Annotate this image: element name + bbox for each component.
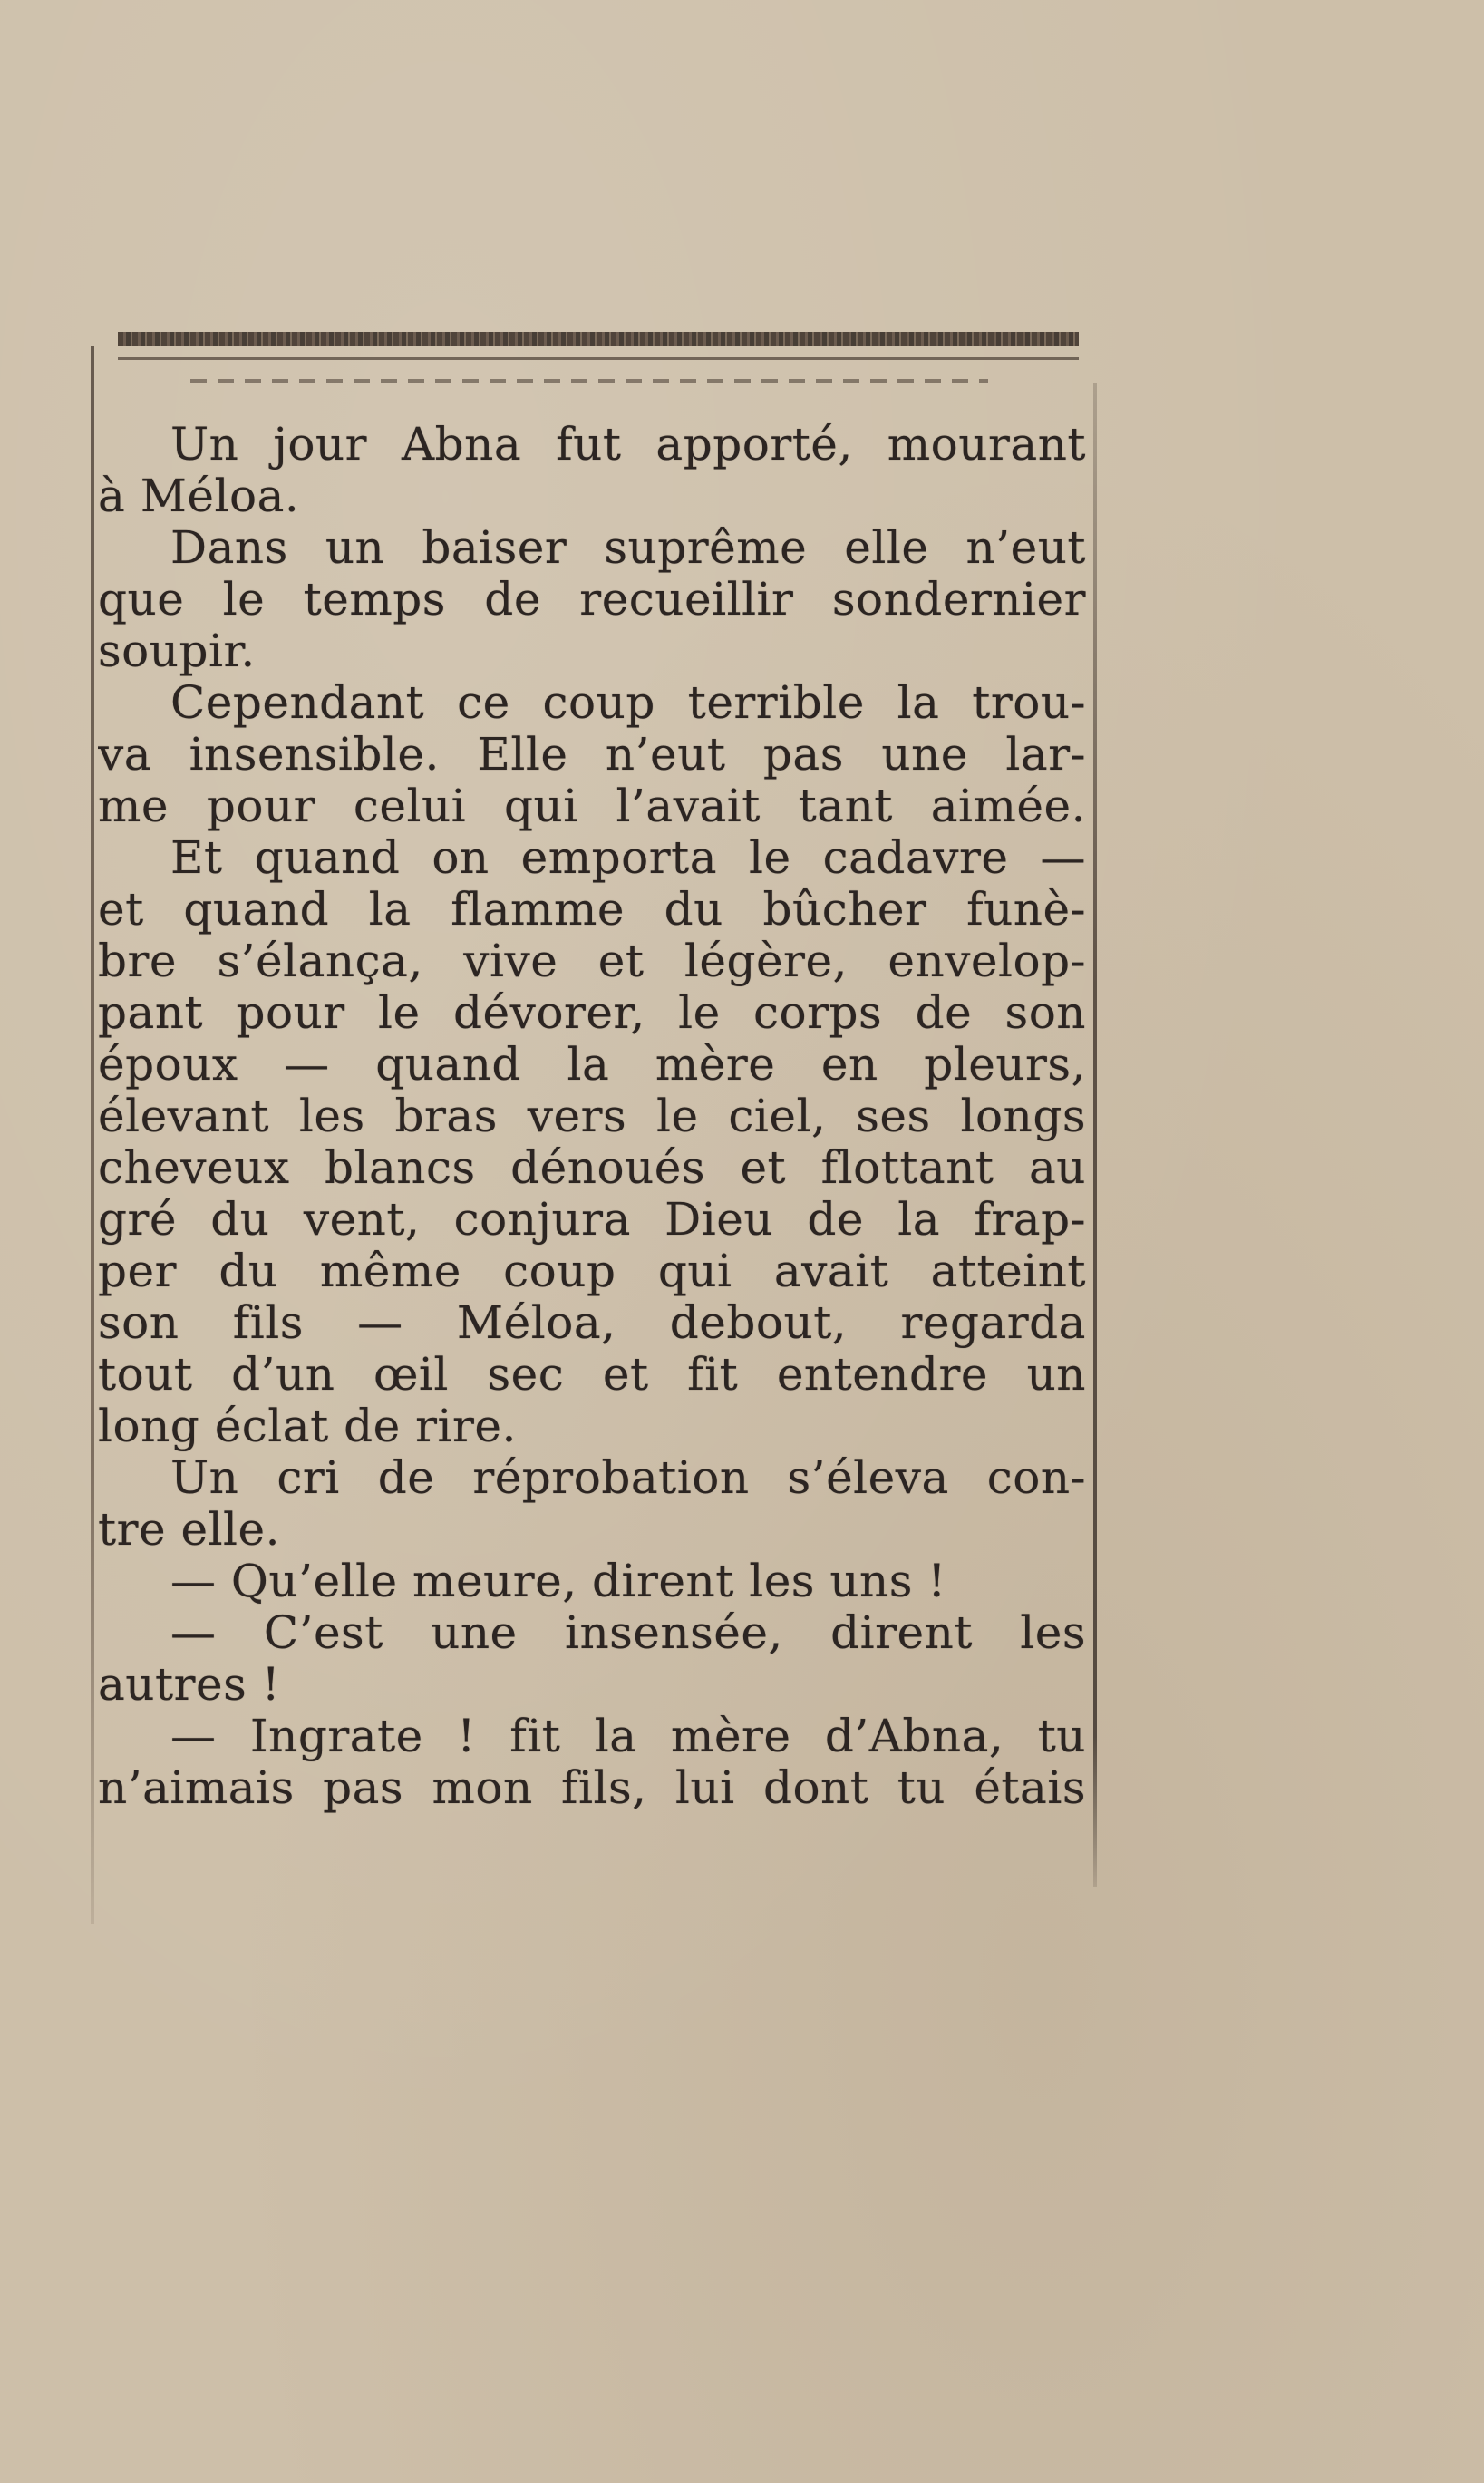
text-line: à Méloa.	[98, 470, 300, 522]
left-cut-edge	[91, 346, 94, 1924]
top-thin-rule	[118, 357, 1079, 360]
text-line: me pour celui qui l’avait tant aimée.	[98, 781, 1086, 832]
text-line: élevant les bras vers le ciel, ses longs	[98, 1091, 1086, 1142]
text-line: que le temps de recueillir sondernier	[98, 574, 1086, 626]
text-line: per du même coup qui avait atteint	[98, 1246, 1086, 1297]
text-line: et quand la flamme du bûcher funè-	[98, 884, 1086, 936]
article-text	[98, 419, 1086, 1814]
text-line: Cependant ce coup terrible la trou-	[170, 677, 1086, 729]
text-line: gré du vent, conjura Dieu de la frap-	[98, 1194, 1086, 1246]
text-line: va insensible. Elle n’eut pas une lar-	[98, 729, 1086, 781]
faded-header-remnant	[190, 379, 988, 383]
text-line: Et quand on emporta le cadavre —	[170, 832, 1086, 884]
text-line: son fils — Méloa, debout, regarda	[98, 1297, 1086, 1349]
newspaper-clipping	[91, 328, 1097, 1910]
text-line: cheveux blancs dénoués et flottant au	[98, 1142, 1086, 1194]
text-line: soupir.	[98, 625, 256, 677]
text-line: Un jour Abna fut apporté, mourant	[170, 419, 1086, 470]
text-line: Dans un baiser suprême elle n’eut	[170, 522, 1086, 574]
top-ornamental-rule	[118, 332, 1079, 346]
text-line: n’aimais pas mon fils, lui dont tu étais	[98, 1762, 1086, 1814]
text-line: tre elle.	[98, 1503, 281, 1556]
text-line: époux — quand la mère en pleurs,	[98, 1039, 1086, 1091]
text-line: — Ingrate ! fit la mère d’Abna, tu	[170, 1711, 1086, 1762]
text-line: bre s’élança, vive et légère, envelop-	[98, 936, 1086, 987]
text-line: long éclat de rire.	[98, 1400, 517, 1452]
text-line: — Qu’elle meure, dirent les uns !	[170, 1555, 946, 1607]
text-line: pant pour le dévorer, le corps de son	[98, 987, 1086, 1039]
text-line: autres !	[98, 1658, 281, 1711]
text-line: Un cri de réprobation s’éleva con-	[170, 1452, 1086, 1504]
text-line: tout d’un œil sec et fit entendre un	[98, 1349, 1086, 1401]
right-column-rule	[1093, 383, 1097, 1887]
text-line: — C’est une insensée, dirent les	[170, 1607, 1086, 1659]
